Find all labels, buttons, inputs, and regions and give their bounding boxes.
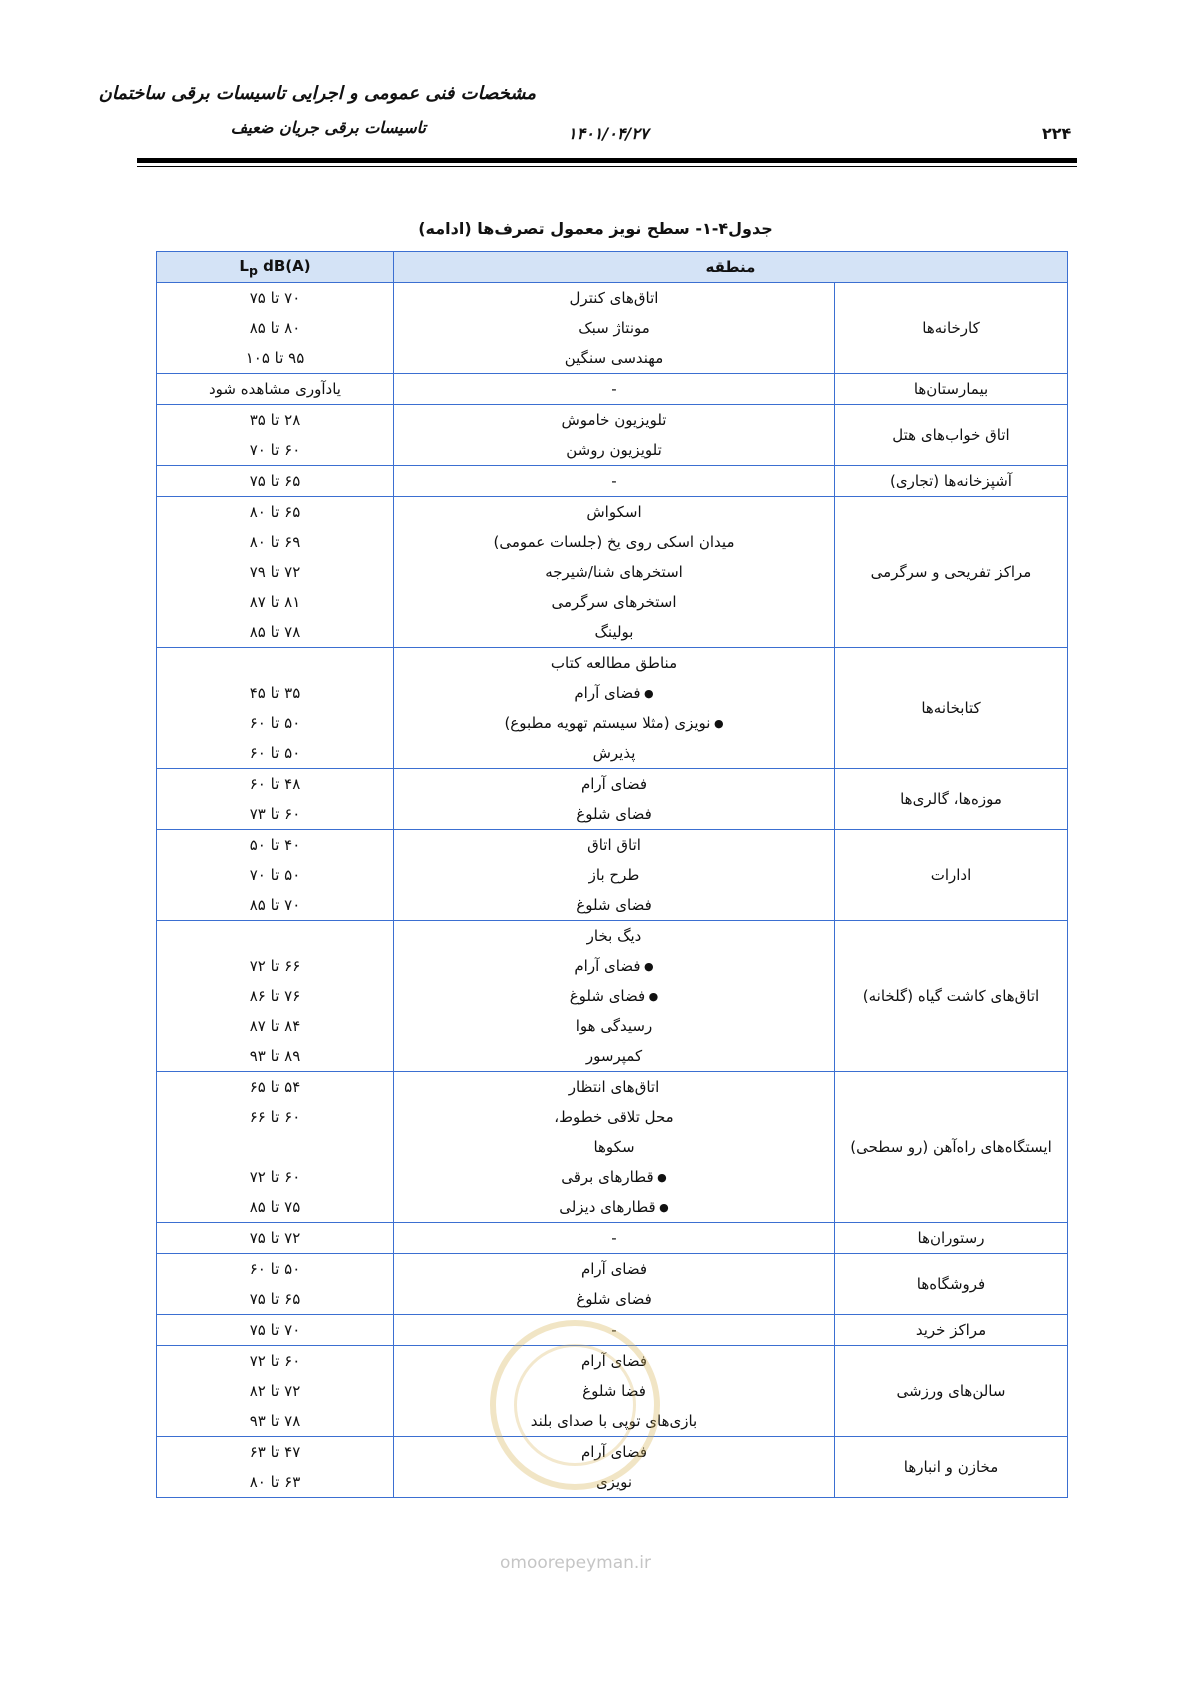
noise-value-cell [157,1346,394,1437]
noise-value-cell [157,283,394,374]
noise-value: ۵۰ تا ۷۰ [249,866,301,884]
subzone-line: فضای آرام [580,1443,648,1461]
subzone-line: فضای آرام [580,1260,648,1278]
zone-cell: مراکز خرید [835,1315,1068,1346]
zone-cell: آشپزخانه‌ها (تجاری) [835,466,1068,497]
subzone-line: تلویزیون خاموش [561,411,667,429]
noise-value: ۵۰ تا ۶۰ [249,744,301,762]
noise-value: ۷۸ تا ۸۵ [249,623,301,641]
subzone-line: فضا شلوغ [582,1382,646,1400]
noise-value: ۴۸ تا ۶۰ [249,775,301,793]
subzone-line: - [611,1229,617,1247]
noise-value-cell [157,769,394,830]
noise-value: ۶۰ تا ۷۲ [249,1168,301,1186]
noise-value: ۸۱ تا ۸۷ [249,593,301,611]
noise-value: ۸۹ تا ۹۳ [249,1047,301,1065]
noise-value: ۷۲ تا ۷۹ [249,563,301,581]
subzone-cell [394,497,835,648]
noise-value: ۴۰ تا ۵۰ [249,836,301,854]
zone-cell: رستوران‌ها [835,1223,1068,1254]
noise-value-cell [157,466,394,497]
table-header-row [157,252,1068,283]
page-number: ۲۲۴ [1042,124,1072,143]
subzone-line: اسکواش [586,503,642,521]
zone-cell: کارخانه‌ها [835,283,1068,374]
document-title: مشخصات فنی عمومی و اجرایی تاسیسات برقی ساختمان [98,83,536,104]
noise-value: ۹۵ تا ۱۰۵ [245,349,305,367]
subzone-cell [394,769,835,830]
header-level-main: L [239,256,249,275]
subzone-line: رسیدگی هوا [575,1017,653,1035]
noise-value-cell [157,921,394,1072]
noise-value [157,921,393,951]
zone-cell: موزه‌ها، گالری‌ها [835,769,1068,830]
noise-value: ۶۵ تا ۷۵ [249,1290,301,1308]
zone-cell: ایستگاه‌های راه‌آهن (رو سطحی) [835,1072,1068,1223]
header-level-unit: dB(A) [257,256,311,275]
header-zone: منطقه [394,252,1068,283]
table-row [157,769,1068,830]
subzone-cell [394,830,835,921]
subzone-cell [394,1072,835,1223]
noise-value: ۷۰ تا ۷۵ [249,1321,301,1339]
noise-value: ۷۰ تا ۸۵ [249,896,301,914]
noise-value: ۵۰ تا ۶۰ [249,714,301,732]
table-row [157,1072,1068,1223]
noise-value-cell [157,1315,394,1346]
noise-value-cell [157,374,394,405]
noise-value-cell [157,1223,394,1254]
noise-value: ۳۵ تا ۴۵ [249,684,301,702]
subzone-cell [394,1223,835,1254]
header-level-sub: p [248,262,258,278]
zone-cell: اتاق خواب‌های هتل [835,405,1068,466]
subzone-line: محل تلاقی خطوط، [554,1108,674,1126]
table-row [157,497,1068,648]
table-row [157,283,1068,374]
noise-level-table [156,251,1068,1498]
noise-value: ۵۴ تا ۶۵ [249,1078,301,1096]
noise-value: ۸۰ تا ۸۵ [249,319,301,337]
noise-value: ۶۰ تا ۷۰ [249,441,301,459]
subzone-line: پذیرش [592,744,636,762]
subzone-line: سکوها [593,1138,635,1156]
noise-value-cell [157,1072,394,1223]
noise-value-cell [157,497,394,648]
subzone-line: اتاق‌های انتظار [568,1078,660,1096]
table-row [157,921,1068,1072]
noise-value: ۷۶ تا ۸۶ [249,987,301,1005]
noise-value: ۵۰ تا ۶۰ [249,1260,301,1278]
noise-value: ۶۵ تا ۷۵ [249,472,301,490]
noise-value: ۶۰ تا ۷۲ [249,1352,301,1370]
noise-value: ۶۹ تا ۸۰ [249,533,301,551]
subzone-line: بولینگ [594,623,634,641]
subzone-line: مونتاژ سبک [578,319,650,337]
noise-value: ۷۲ تا ۷۵ [249,1229,301,1247]
noise-value: ۶۳ تا ۸۰ [249,1473,301,1491]
header-level [157,252,394,283]
zone-cell: کتابخانه‌ها [835,648,1068,769]
document-date: ۱۴۰۱/۰۴/۲۷ [568,124,649,143]
noise-value: ۷۵ تا ۸۵ [249,1198,301,1216]
subzone-cell [394,1254,835,1315]
subzone-line: فضای شلوغ [576,1290,652,1308]
noise-value-cell [157,1437,394,1498]
noise-value: ۶۰ تا ۷۳ [249,805,301,823]
zone-cell: فروشگاه‌ها [835,1254,1068,1315]
zone-cell: بیمارستان‌ها [835,374,1068,405]
subzone-cell [394,466,835,497]
table-row [157,830,1068,921]
noise-value: ۴۷ تا ۶۳ [249,1443,301,1461]
subzone-line: فضای شلوغ [576,896,652,914]
noise-value: ۶۶ تا ۷۲ [249,957,301,975]
zone-cell: مراکز تفریحی و سرگرمی [835,497,1068,648]
zone-cell: ادارات [835,830,1068,921]
table-row [157,405,1068,466]
subzone-line: - [611,1321,617,1339]
subzone-line: ● فضای شلوغ [394,981,834,1011]
noise-value: یادآوری مشاهده شود [209,380,341,398]
subzone-line: - [611,472,617,490]
subzone-line: دیگ بخار [586,927,642,945]
noise-value: ۷۸ تا ۹۳ [249,1412,301,1430]
noise-value [157,1132,393,1162]
subzone-line: ● فضای آرام [394,678,834,708]
table-row [157,466,1068,497]
noise-value-cell [157,830,394,921]
document-subtitle: تاسیسات برقی جریان ضعیف [230,118,426,137]
subzone-line: - [611,380,617,398]
subzone-cell [394,648,835,769]
subzone-line: ● فضای آرام [394,951,834,981]
subzone-line: میدان اسکی روی یخ (جلسات عمومی) [493,533,735,551]
zone-cell: مخازن و انبارها [835,1437,1068,1498]
subzone-line: ● قطارهای برقی [394,1162,834,1192]
subzone-cell [394,921,835,1072]
zone-cell: سالن‌های ورزشی [835,1346,1068,1437]
watermark-seal [490,1320,660,1490]
table-row [157,648,1068,769]
noise-value: ۷۰ تا ۷۵ [249,289,301,307]
subzone-line: کمپرسور [585,1047,643,1065]
subzone-line: مهندسی سنگین [564,349,664,367]
table-caption: جدول۴-۱- سطح نویز معمول تصرف‌ها (ادامه) [418,219,773,238]
subzone-cell [394,283,835,374]
noise-value: ۸۴ تا ۸۷ [249,1017,301,1035]
subzone-line: ● قطارهای دیزلی [394,1192,834,1222]
subzone-line: تلویزیون روشن [566,441,662,459]
noise-value: ۶۰ تا ۶۶ [249,1108,301,1126]
subzone-line: ● نویزی (مثلا سیستم تهویه مطبوع) [394,708,834,738]
table-row [157,374,1068,405]
watermark-text: omoorepeyman.ir [500,1553,652,1573]
noise-value-cell [157,405,394,466]
subzone-line: استخرهای شنا/شیرجه [545,563,683,581]
table-row [157,1254,1068,1315]
subzone-line: فضای شلوغ [576,805,652,823]
subzone-line: طرح باز [588,866,640,884]
header-rule-thick [137,158,1077,163]
subzone-line: فضای آرام [580,1352,648,1370]
subzone-line: اتاق اتاق [587,836,641,854]
noise-value: ۷۲ تا ۸۲ [249,1382,301,1400]
noise-value-cell [157,648,394,769]
subzone-cell [394,374,835,405]
subzone-line: بازی‌های توپی با صدای بلند [530,1412,698,1430]
subzone-line: فضای آرام [580,775,648,793]
subzone-line: نویزی [595,1473,633,1491]
subzone-line: استخرهای سرگرمی [551,593,677,611]
subzone-line: مناطق مطالعه کتاب [550,654,678,672]
noise-value: ۶۵ تا ۸۰ [249,503,301,521]
table-row [157,1223,1068,1254]
subzone-cell [394,405,835,466]
subzone-line: اتاق‌های کنترل [569,289,659,307]
noise-value [157,648,393,678]
noise-value-cell [157,1254,394,1315]
header-rule-thin [137,166,1077,167]
noise-value: ۲۸ تا ۳۵ [249,411,301,429]
zone-cell: اتاق‌های کاشت گیاه (گلخانه) [835,921,1068,1072]
